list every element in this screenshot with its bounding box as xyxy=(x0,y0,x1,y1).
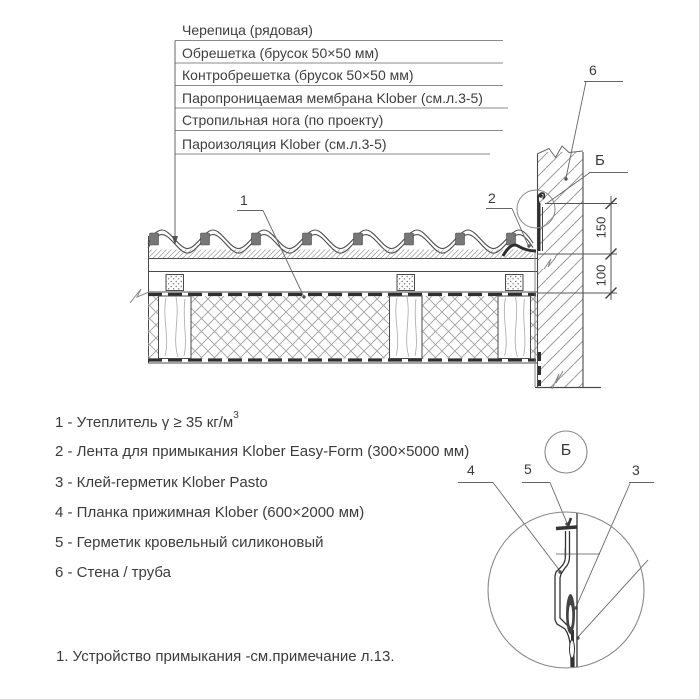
wall-section xyxy=(535,146,601,389)
detail-view-marker: Б xyxy=(560,442,572,459)
layer-callout-vapor-barrier: Пароизоляция Klober (см.л.3-5) xyxy=(182,135,387,152)
break-symbol-left xyxy=(130,289,149,303)
legend-item-sealant: 5 - Герметик кровельный силиконовый xyxy=(55,534,324,552)
part-label-tape: 2 xyxy=(488,190,496,206)
insulation-layer xyxy=(148,296,537,359)
legend-list xyxy=(55,410,470,595)
legend-item-tape: 2 - Лента для примыкания Klober Easy-Form (300×5000 мм) xyxy=(55,443,470,461)
adhesive-bead-lower xyxy=(570,640,575,658)
view-marker-label: Б xyxy=(595,152,605,169)
detail-label-plank: 4 xyxy=(467,462,475,478)
legend-item-plank: 4 - Планка прижимная Klober (600×2000 мм) xyxy=(55,503,365,521)
legend-item-insulation: 1 - Утеплитель γ ≥ 35 $кг/м^3$ xyxy=(55,410,239,431)
detail-label-adhesive: 3 xyxy=(632,462,640,478)
dimension-100: 100 xyxy=(593,264,609,287)
layer-callout-battens: Обрешетка (брусок 50×50 мм) xyxy=(182,44,379,61)
part-label-wall: 6 xyxy=(589,62,597,78)
dimension-150: 150 xyxy=(593,216,609,239)
legend-item-wall: 6 - Стена / труба xyxy=(55,564,171,582)
layer-callout-counterbattens: Контробрешетка (брусок 50×50 мм) xyxy=(182,67,414,83)
layer-callout-rafter: Стропильная нога (по проекту) xyxy=(182,112,384,128)
part-label-insulation: 1 xyxy=(240,192,248,208)
layer-callout-tiles: Черепица (рядовая) xyxy=(182,22,313,38)
layer-callout-membrane: Паропроницаемая мембрана Klober (см.л.3-5) xyxy=(182,89,483,106)
legend-item-adhesive: 3 - Клей-герметик Klober Pasto xyxy=(55,473,268,491)
detail-label-sealant: 5 xyxy=(524,461,532,477)
footnote: 1. Устройство примыкания -см.примечание л.13. xyxy=(56,648,395,665)
